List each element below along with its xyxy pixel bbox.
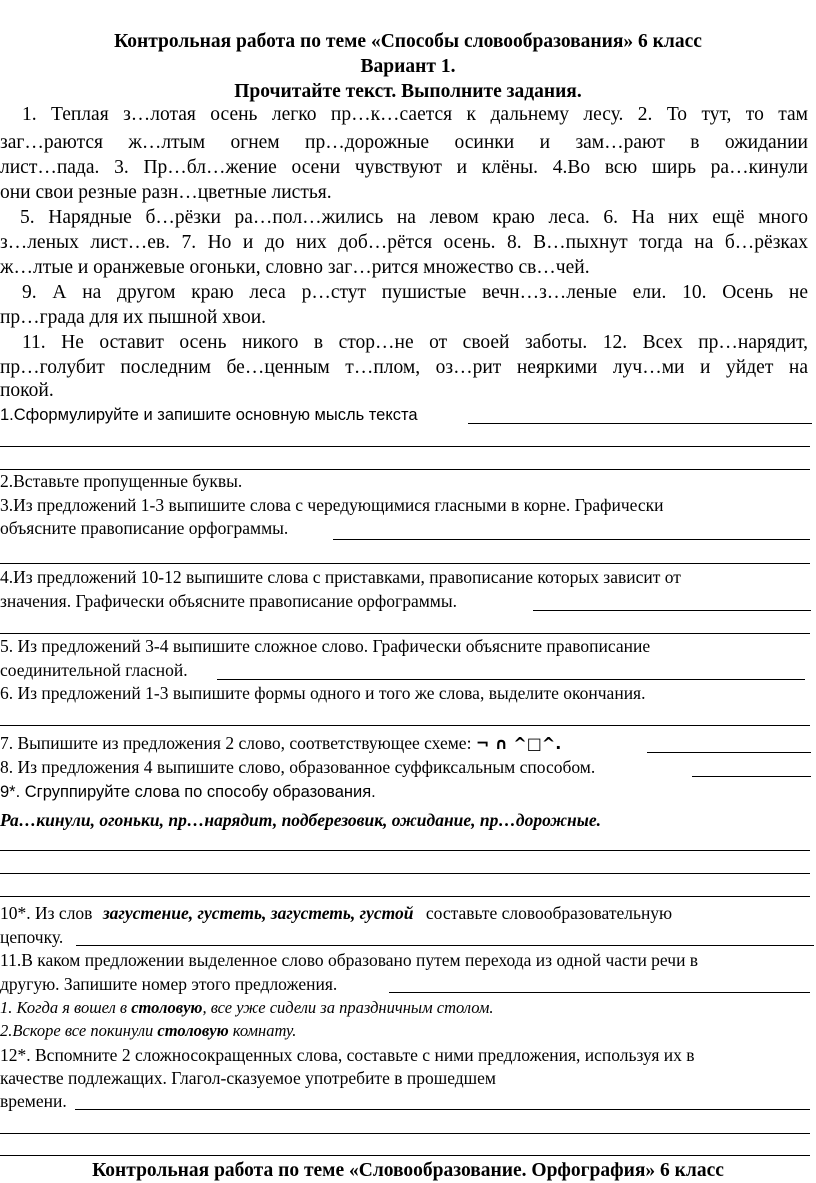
text-line: покой. bbox=[0, 380, 54, 401]
task-5: 5. Из предложений 3-4 выпишите сложное слово. Графически объясните правописание bbox=[0, 636, 651, 656]
example-2-end: комнату. bbox=[228, 1021, 297, 1040]
task-10-cont: цепочку. bbox=[0, 927, 64, 947]
answer-line[interactable] bbox=[217, 679, 805, 680]
answer-line[interactable] bbox=[76, 945, 814, 946]
task-10-suffix: составьте словообразовательную bbox=[425, 903, 673, 923]
answer-line[interactable] bbox=[0, 563, 810, 564]
task-9-words: Ра…кинули, огоньки, пр…нарядит, подберезовик, ожидание, пр…дорожные. bbox=[0, 810, 602, 830]
task-12-cont2: времени. bbox=[0, 1091, 67, 1111]
example-sentence-2 bbox=[0, 1019, 296, 1042]
answer-line[interactable] bbox=[468, 423, 812, 424]
task-2: 2.Вставьте пропущенные буквы. bbox=[0, 471, 243, 491]
text-line: 9. А на другом краю леса р…стут пушистые вечн…з…леные ели. 10. Осень не bbox=[22, 282, 808, 303]
example-2-start: 2.Вскоре все покинули bbox=[0, 1021, 158, 1040]
task-10-words: загустение, густеть, загустеть, густой bbox=[102, 903, 414, 923]
task-4-cont: значения. Графически объясните правописание орфограммы. bbox=[0, 591, 457, 611]
task-10-prefix: 10*. Из слов bbox=[0, 903, 93, 923]
answer-line[interactable] bbox=[0, 850, 810, 851]
text-line: пр…голубит последним бе…ценным т…плом, оз…рит неяркими луч…ми и уйдет на bbox=[0, 357, 808, 378]
highlighted-word: столовую bbox=[157, 1021, 229, 1040]
task-11-cont: другую. Запишите номер этого предложения. bbox=[0, 974, 338, 994]
text-line: заг…раются ж…лтым огнем пр…дорожные осинки и зам…рают в ожидании bbox=[0, 132, 808, 153]
text-line: ж…лтые и оранжевые огоньки, словно заг…рится множество св…чей. bbox=[0, 257, 590, 278]
task-8: 8. Из предложения 4 выпишите слово, образованное суффиксальным способом. bbox=[0, 757, 596, 777]
word-scheme: ¬ ∩ ^□^. bbox=[475, 734, 562, 753]
task-9: 9*. Сгруппируйте слова по способу образования. bbox=[0, 783, 376, 801]
highlighted-word: столовую bbox=[131, 998, 203, 1017]
task-3: 3.Из предложений 1-3 выпишите слова с чередующимися гласными в корне. Графически bbox=[0, 495, 664, 515]
example-1-end: , все уже сидели за праздничным столом. bbox=[202, 998, 494, 1017]
text-line: 1. Теплая з…лотая осень легко пр…к…сается к дальнему лесу. 2. То тут, то там bbox=[22, 104, 808, 125]
example-1-start: 1. Когда я вошел в bbox=[0, 998, 132, 1017]
text-line: лист…пада. 3. Пр…бл…жение осени чувствуют и клёны. 4.Во всю ширь ра…кинули bbox=[0, 157, 808, 178]
answer-line[interactable] bbox=[647, 752, 811, 753]
answer-line[interactable] bbox=[0, 633, 810, 634]
task-11: 11.В каком предложении выделенное слово образовано путем перехода из одной части речи в bbox=[0, 950, 699, 970]
task-7 bbox=[0, 732, 561, 755]
task-1: 1.Сформулируйте и запишите основную мысль текста bbox=[0, 406, 418, 424]
text-line: они свои резные разн…цветные листья. bbox=[0, 182, 332, 203]
task-5-cont: соединительной гласной. bbox=[0, 660, 188, 680]
task-7-text: 7. Выпишите из предложения 2 слово, соответствующее схеме: bbox=[0, 733, 472, 753]
task-12-cont: качестве подлежащих. Глагол-сказуемое употребите в прошедшем bbox=[0, 1068, 496, 1088]
task-10 bbox=[0, 902, 672, 925]
answer-line[interactable] bbox=[0, 1133, 810, 1134]
answer-line[interactable] bbox=[0, 725, 810, 726]
page-title: Контрольная работа по теме «Способы словообразования» 6 класс bbox=[114, 31, 702, 52]
text-line: пр…града для их пышной хвои. bbox=[0, 307, 267, 328]
answer-line[interactable] bbox=[75, 1109, 810, 1110]
answer-line[interactable] bbox=[0, 1155, 810, 1156]
instruction-heading: Прочитайте текст. Выполните задания. bbox=[234, 81, 582, 102]
task-4: 4.Из предложений 10-12 выпишите слова с приставками, правописание которых зависит от bbox=[0, 567, 681, 587]
answer-line[interactable] bbox=[692, 776, 811, 777]
variant-label: Вариант 1. bbox=[360, 56, 456, 77]
answer-line[interactable] bbox=[0, 446, 810, 447]
task-6: 6. Из предложений 1-3 выпишите формы одного и того же слова, выделите окончания. bbox=[0, 683, 646, 703]
answer-line[interactable] bbox=[0, 873, 810, 874]
answer-line[interactable] bbox=[0, 896, 810, 897]
task-3-cont: объясните правописание орфограммы. bbox=[0, 518, 289, 538]
answer-line[interactable] bbox=[389, 992, 810, 993]
next-page-title: Контрольная работа по теме «Словообразование. Орфография» 6 класс bbox=[92, 1160, 724, 1181]
text-line: 11. Не оставит осень никого в стор…не от своей заботы. 12. Всех пр…нарядит, bbox=[22, 332, 808, 353]
answer-line[interactable] bbox=[533, 610, 811, 611]
text-line: з…леных лист…ев. 7. Но и до них доб…рётся осень. 8. В…пыхнут тогда на б…рёзках bbox=[0, 232, 808, 253]
text-line: 5. Нарядные б…рёзки ра…пол…жились на левом краю леса. 6. На них ещё много bbox=[20, 207, 808, 228]
example-sentence-1 bbox=[0, 996, 494, 1019]
answer-line[interactable] bbox=[333, 539, 810, 540]
task-12: 12*. Вспомните 2 сложносокращенных слова, составьте с ними предложения, используя их в bbox=[0, 1045, 695, 1065]
